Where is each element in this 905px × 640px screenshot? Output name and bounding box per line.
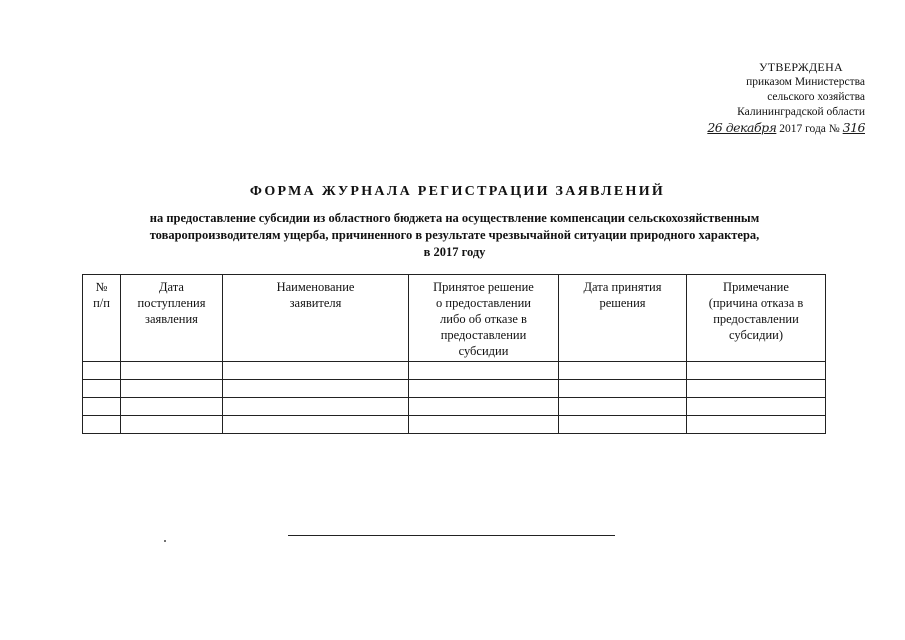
table-cell (687, 398, 826, 416)
table-cell (121, 398, 223, 416)
table-cell (559, 380, 687, 398)
table-cell (409, 416, 559, 434)
column-header-decision-date (559, 275, 687, 362)
header-text-line: решения (599, 296, 646, 310)
header-text-line: Принятое решение (433, 280, 534, 294)
handwritten-order-number: 316 (842, 120, 865, 135)
approval-line-region: Калининградской области (737, 106, 865, 118)
closing-rule (288, 535, 615, 536)
header-text-line: (причина отказа в (708, 296, 804, 310)
table-cell (687, 380, 826, 398)
table-cell (121, 362, 223, 380)
table-cell (559, 398, 687, 416)
column-header-decision (409, 275, 559, 362)
table-cell (83, 398, 121, 416)
table-row (83, 380, 826, 398)
table-cell (559, 416, 687, 434)
table-cell (121, 416, 223, 434)
table-cell (223, 398, 409, 416)
header-text-line: заявителя (289, 296, 342, 310)
column-header-receipt-date (121, 275, 223, 362)
header-text-line: Дата (159, 280, 184, 294)
table-cell (121, 380, 223, 398)
table-cell (223, 362, 409, 380)
stray-mark (164, 540, 166, 542)
subtitle-line-2: товаропроизводителям ущерба, причиненного в результате чрезвычайной ситуации природного характера, (149, 228, 760, 242)
form-subtitle (82, 210, 827, 261)
table-cell (687, 362, 826, 380)
table-cell (223, 416, 409, 434)
table-cell (83, 362, 121, 380)
header-text-line: предоставлении (713, 312, 799, 326)
table-cell (687, 416, 826, 434)
table-cell (559, 362, 687, 380)
subtitle-line-3: в 2017 году (423, 245, 486, 259)
table-cell (83, 416, 121, 434)
table-cell (223, 380, 409, 398)
header-text-line: либо об отказе в (440, 312, 527, 326)
header-text-line: Наименование (276, 280, 355, 294)
form-title: ФОРМА ЖУРНАЛА РЕГИСТРАЦИИ ЗАЯВЛЕНИЙ (249, 184, 666, 199)
header-text-line: субсидии) (729, 328, 783, 342)
approval-year-text: 2017 года № (779, 123, 840, 135)
table-row (83, 362, 826, 380)
column-header-note (687, 275, 826, 362)
header-text-line: п/п (93, 296, 110, 310)
header-text-line: поступления (137, 296, 206, 310)
header-text-line: о предоставлении (436, 296, 531, 310)
table-cell (409, 362, 559, 380)
table-row (83, 398, 826, 416)
approval-line-agriculture: сельского хозяйства (767, 91, 865, 103)
approval-date-line (645, 120, 865, 137)
registration-journal-table (82, 274, 826, 434)
handwritten-date: 26 декабря (707, 120, 777, 135)
header-text-line: заявления (145, 312, 198, 326)
approval-line-ministry: приказом Министерства (746, 76, 865, 88)
header-text-line: субсидии (458, 344, 509, 358)
table-body (83, 362, 826, 434)
header-text-line: Примечание (723, 280, 789, 294)
approval-stamp (645, 60, 865, 137)
table-cell (83, 380, 121, 398)
header-text-line: Дата принятия (583, 280, 662, 294)
table-row (83, 416, 826, 434)
table-header-row (83, 275, 826, 362)
header-text-line: № (95, 280, 108, 294)
header-text-line: предоставлении (440, 328, 527, 342)
column-header-number (83, 275, 121, 362)
table-cell (409, 380, 559, 398)
approved-label: УТВЕРЖДЕНА (758, 60, 843, 74)
column-header-applicant-name (223, 275, 409, 362)
table-cell (409, 398, 559, 416)
subtitle-line-1: на предоставление субсидии из областного бюджета на осуществление компенсации сельскохозяйственным (149, 211, 760, 225)
